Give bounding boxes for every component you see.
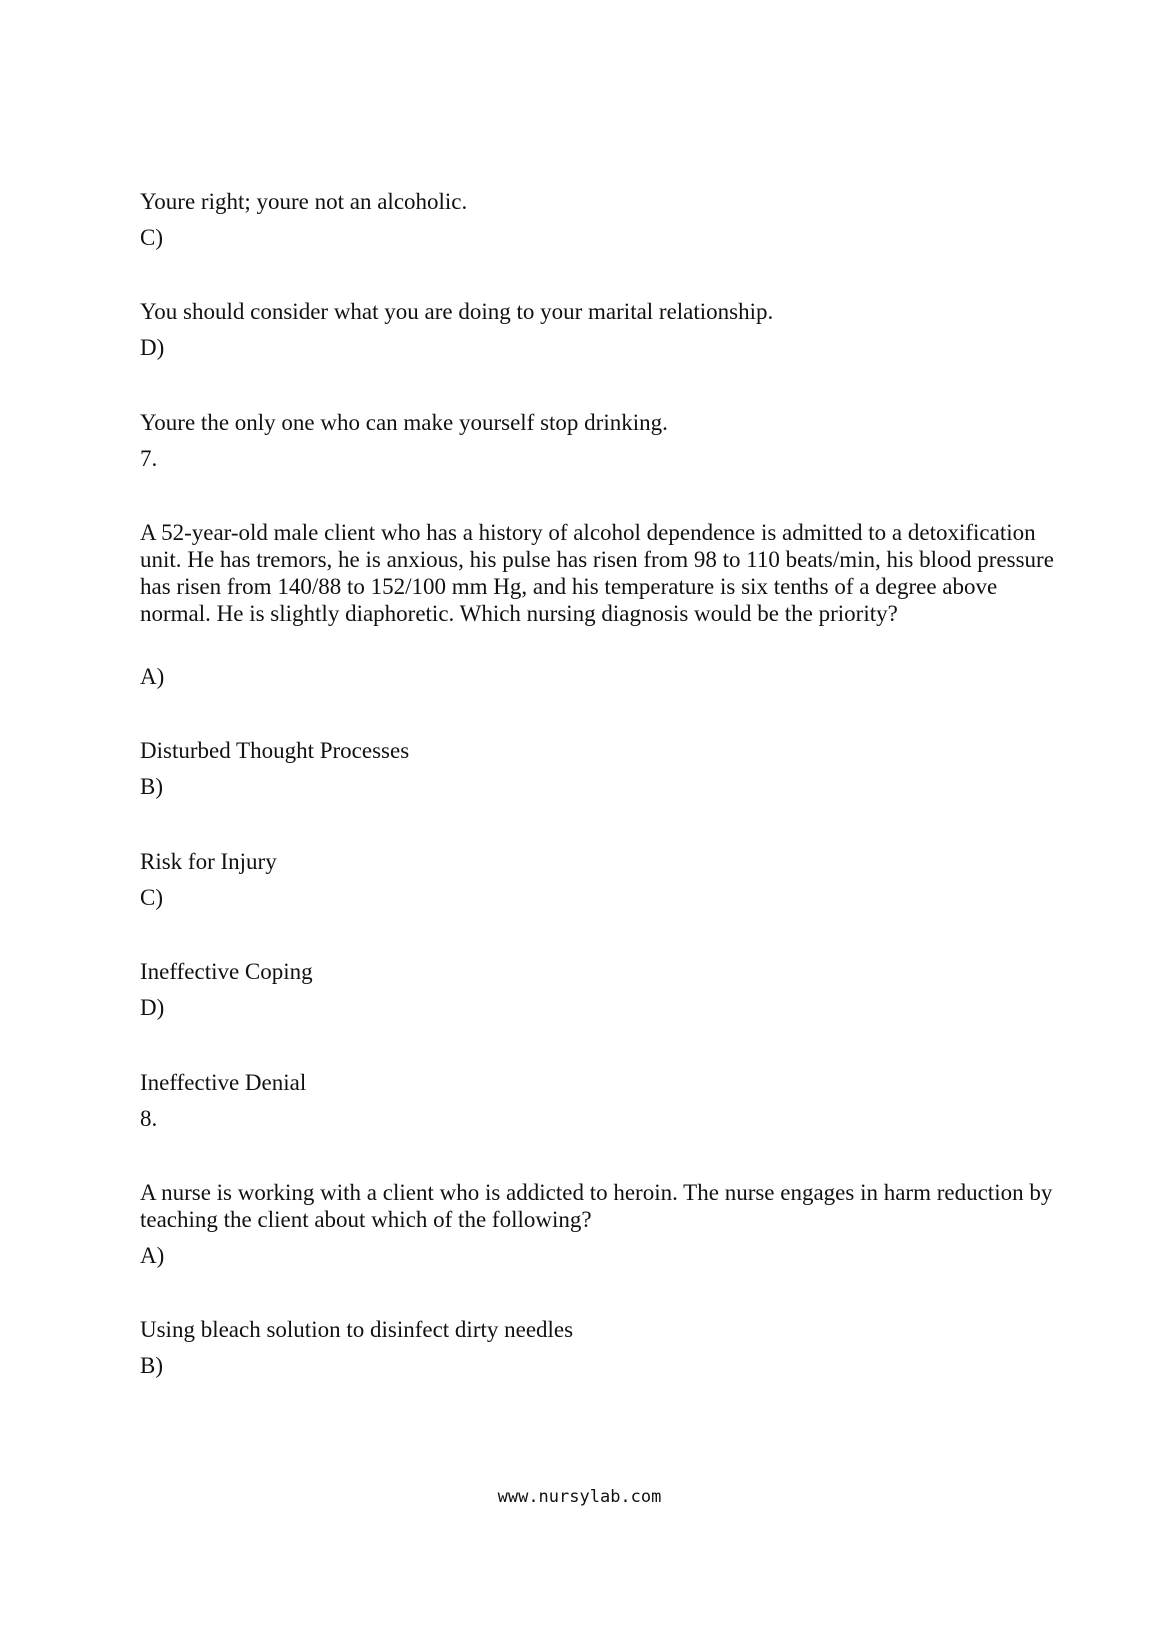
option-a-text: Disturbed Thought Processes [140,738,410,763]
option-label-c: C) [140,885,163,910]
question-number-7: 7. [140,446,158,471]
option-d-text: Ineffective Denial [140,1070,307,1095]
option-a-text: Using bleach solution to disinfect dirty needles [140,1317,574,1342]
option-label-a: A) [140,664,165,689]
option-b-text: Risk for Injury [140,849,277,874]
option-d-text: Youre the only one who can make yourself stop drinking. [140,410,668,435]
option-label-d: D) [140,335,165,360]
option-c-text: Ineffective Coping [140,959,313,984]
previous-option-b-text: Youre right; youre not an alcoholic. [140,189,468,214]
question-7-text: A 52-year-old male client who has a history of alcohol dependence is admitted to a detoxification unit. He has tremors, he is anxious, his pulse has risen from 98 to 110 beats/min, his blood pressure has risen from 140/88 to 152/100 mm Hg, and his temperature is six tenths of a degree above normal. He is slightly diaphoretic. Which nursing diagnosis would be the priority? [140,520,1054,626]
option-c-text: You should consider what you are doing to your marital relationship. [140,299,774,324]
option-label-c: C) [140,225,163,250]
question-8-text: A nurse is working with a client who is addicted to heroin. The nurse engages in harm reduction by teaching the client about which of the following? [140,1180,1053,1232]
footer-url: www.nursylab.com [497,1487,662,1507]
question-number-8: 8. [140,1106,158,1131]
option-label-a: A) [140,1243,165,1268]
option-label-b: B) [140,1353,163,1378]
option-label-b: B) [140,774,163,799]
option-label-d: D) [140,995,165,1020]
